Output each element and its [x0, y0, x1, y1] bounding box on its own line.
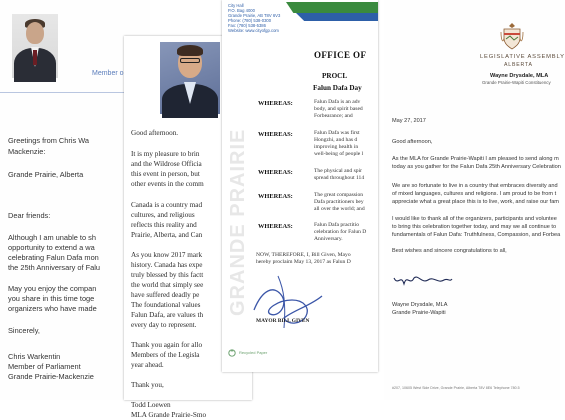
mp-role-fragment: Member o	[92, 70, 124, 77]
body-line: the 25th Anniversary of Falu	[8, 263, 101, 272]
body-line: Although I am unable to sh	[8, 233, 96, 242]
body-line: appreciate what a great place this is to live, work, and raise our fam	[392, 199, 559, 205]
clause-line: Anniversary.	[314, 236, 343, 242]
clause-line: Forbearance; and	[314, 113, 353, 119]
body-line: fundamentals of Falun Dafa: Truthfulness, Compassion, and Forbea	[392, 232, 561, 238]
body-line: truly blessed by this factt	[131, 271, 204, 279]
proclamation-heading: PROCL	[322, 72, 348, 80]
mp-portrait-photo	[12, 14, 58, 78]
body-line: Prairie, Alberta, and Can	[131, 231, 203, 239]
body-line: of mixed languages, cultures and religions. I am proud to be from t	[392, 191, 557, 197]
body-line: Thank you again for allo	[131, 341, 203, 349]
body-line: We are so fortunate to live in a country that embraces diversity and	[392, 183, 558, 189]
signer-title: Grande Prairie-Wapiti	[392, 310, 446, 316]
clause-line: The great compassion	[314, 192, 364, 198]
mla-signature-image	[392, 270, 454, 290]
signer-name: Chris Warkentin	[8, 352, 61, 361]
body-line: As you know 2017 mark	[131, 251, 203, 259]
clause-line: spread throughout 114	[314, 175, 365, 181]
body-line: every day to represent.	[131, 321, 197, 329]
clause-line: well-being of people l	[314, 151, 364, 157]
location-line: Grande Prairie, Alberta	[8, 170, 84, 179]
clause-line: Hongzhi, and has d	[314, 137, 358, 143]
letterhead-green-stripe	[286, 2, 378, 13]
address-line: Grande Prairie, AB T8V 6V3	[228, 13, 281, 18]
body-line: year ahead.	[131, 361, 164, 369]
signer-title: Member of Parliament	[8, 362, 81, 371]
greeting-line: Mackenzie:	[8, 147, 46, 156]
clause-line: body, and spirit based	[314, 106, 363, 112]
mayor-name: MAYOR BILL GIVEN	[256, 318, 310, 324]
now-therefore-line: NOW, THEREFORE, I, Bill Given, Mayo	[256, 252, 351, 258]
body-line: to bring this celebration together today, and may we all continue to	[392, 224, 557, 230]
body-line: As the MLA for Grande Prairie-Wapiti I am pleased to send along m	[392, 156, 559, 162]
clause-line: all over the world; and	[314, 206, 365, 212]
alberta-crest-icon	[500, 22, 524, 50]
greeting-line: Good afternoon.	[131, 129, 179, 137]
signer-title: MLA Grande Prairie-Smo	[131, 411, 207, 419]
watermark-text: GRANDE PRAIRIE	[227, 128, 249, 316]
body-line: cultures, and religious	[131, 211, 195, 219]
greeting-line: Greetings from Chris Wa	[8, 136, 90, 145]
whereas-label: WHEREAS:	[258, 193, 293, 200]
regards-line: Best wishes and sincere congratulations to all,	[392, 248, 507, 254]
body-line: Members of the Legisla	[131, 351, 200, 359]
signer-name: Todd Loewen	[131, 401, 171, 409]
recycled-paper-label: Recycled Paper	[239, 350, 268, 355]
clause-line: Dafa practitioners bey	[314, 199, 364, 205]
whereas-label: WHEREAS:	[258, 100, 293, 107]
address-line: City Hall	[228, 3, 244, 8]
mla-drysdale-letter	[384, 0, 565, 400]
city-watermark	[225, 58, 249, 320]
city-letterhead	[222, 0, 378, 40]
recycle-icon	[228, 349, 236, 357]
clause-line: improving health in	[314, 144, 359, 150]
clause-line: Falun Dafa is an adv	[314, 99, 361, 105]
province-name: ALBERTA	[504, 62, 533, 68]
body-line: today as you gather for the Falun Dafa 25th Anniversary Celebration	[392, 164, 561, 170]
body-line: other events in the comm	[131, 180, 204, 188]
thanks-line: Thank you,	[131, 381, 164, 389]
now-therefore-line: hereby proclaim May 13, 2017 as Falun D	[256, 259, 351, 265]
address-line: Website: www.cityofgp.com	[228, 28, 279, 33]
clause-line: The physical and spir	[314, 168, 363, 174]
assembly-name: LEGISLATIVE ASSEMBLY	[480, 54, 565, 60]
salutation: Dear friends:	[8, 211, 51, 220]
body-line: this event in person, but	[131, 170, 200, 178]
clause-line: celebration for Falun D	[314, 229, 367, 235]
signer-name: Wayne Drysdale, MLA	[392, 302, 448, 308]
whereas-label: WHEREAS:	[258, 223, 293, 230]
letterhead-blue-stripe	[296, 13, 378, 21]
body-line: and the Wildrose Officia	[131, 160, 202, 168]
whereas-label: WHEREAS:	[258, 169, 293, 176]
body-line: May you enjoy the compan	[8, 284, 97, 293]
body-line: Canada is a country mad	[131, 201, 203, 209]
mla-portrait-photo	[160, 42, 220, 114]
address-line: Phone: (780) 538-0300	[228, 18, 272, 23]
signer-constituency: Grande Prairie-Mackenzie	[8, 372, 94, 381]
body-line: organizers who have made	[8, 304, 97, 313]
event-title: Falun Dafa Day	[313, 84, 362, 92]
body-line: Falun Dafa, are values th	[131, 311, 204, 319]
body-line: history. Canada has expe	[131, 261, 203, 269]
footer-address: #207, 10605 West Side Drive, Grande Prairie, Alberta T8V 8E6 Telephone 780.5	[392, 386, 520, 390]
address-line: Fax: (780) 538-5386	[228, 23, 266, 28]
greeting-line: Good afternoon,	[392, 139, 433, 145]
clause-line: Falun Dafa practitio	[314, 222, 360, 228]
mla-name: Wayne Drysdale, MLA	[490, 73, 549, 79]
body-line: have suffered deadly pe	[131, 291, 200, 299]
body-line: you share in this time toge	[8, 294, 95, 303]
body-line: I would like to thank all of the organizers, participants and voluntee	[392, 216, 557, 222]
closing: Sincerely,	[8, 326, 40, 335]
clause-line: Falun Dafa was first	[314, 130, 360, 136]
whereas-label: WHEREAS:	[258, 131, 293, 138]
constituency-name: Grande Prairie-Wapiti Constituency	[482, 80, 551, 85]
address-line: P.O. Bag 4000	[228, 8, 255, 13]
body-line: the world that simply see	[131, 281, 204, 289]
body-line: opportunity to extend a wa	[8, 243, 95, 252]
body-line: celebrating Falun Dafa mon	[8, 253, 99, 262]
body-line: reflects this reality and	[131, 221, 197, 229]
body-line: The foundational values	[131, 301, 201, 309]
letter-date: May 27, 2017	[392, 118, 426, 124]
office-heading: OFFICE OF	[314, 50, 367, 60]
body-line: It is my pleasure to brin	[131, 150, 200, 158]
